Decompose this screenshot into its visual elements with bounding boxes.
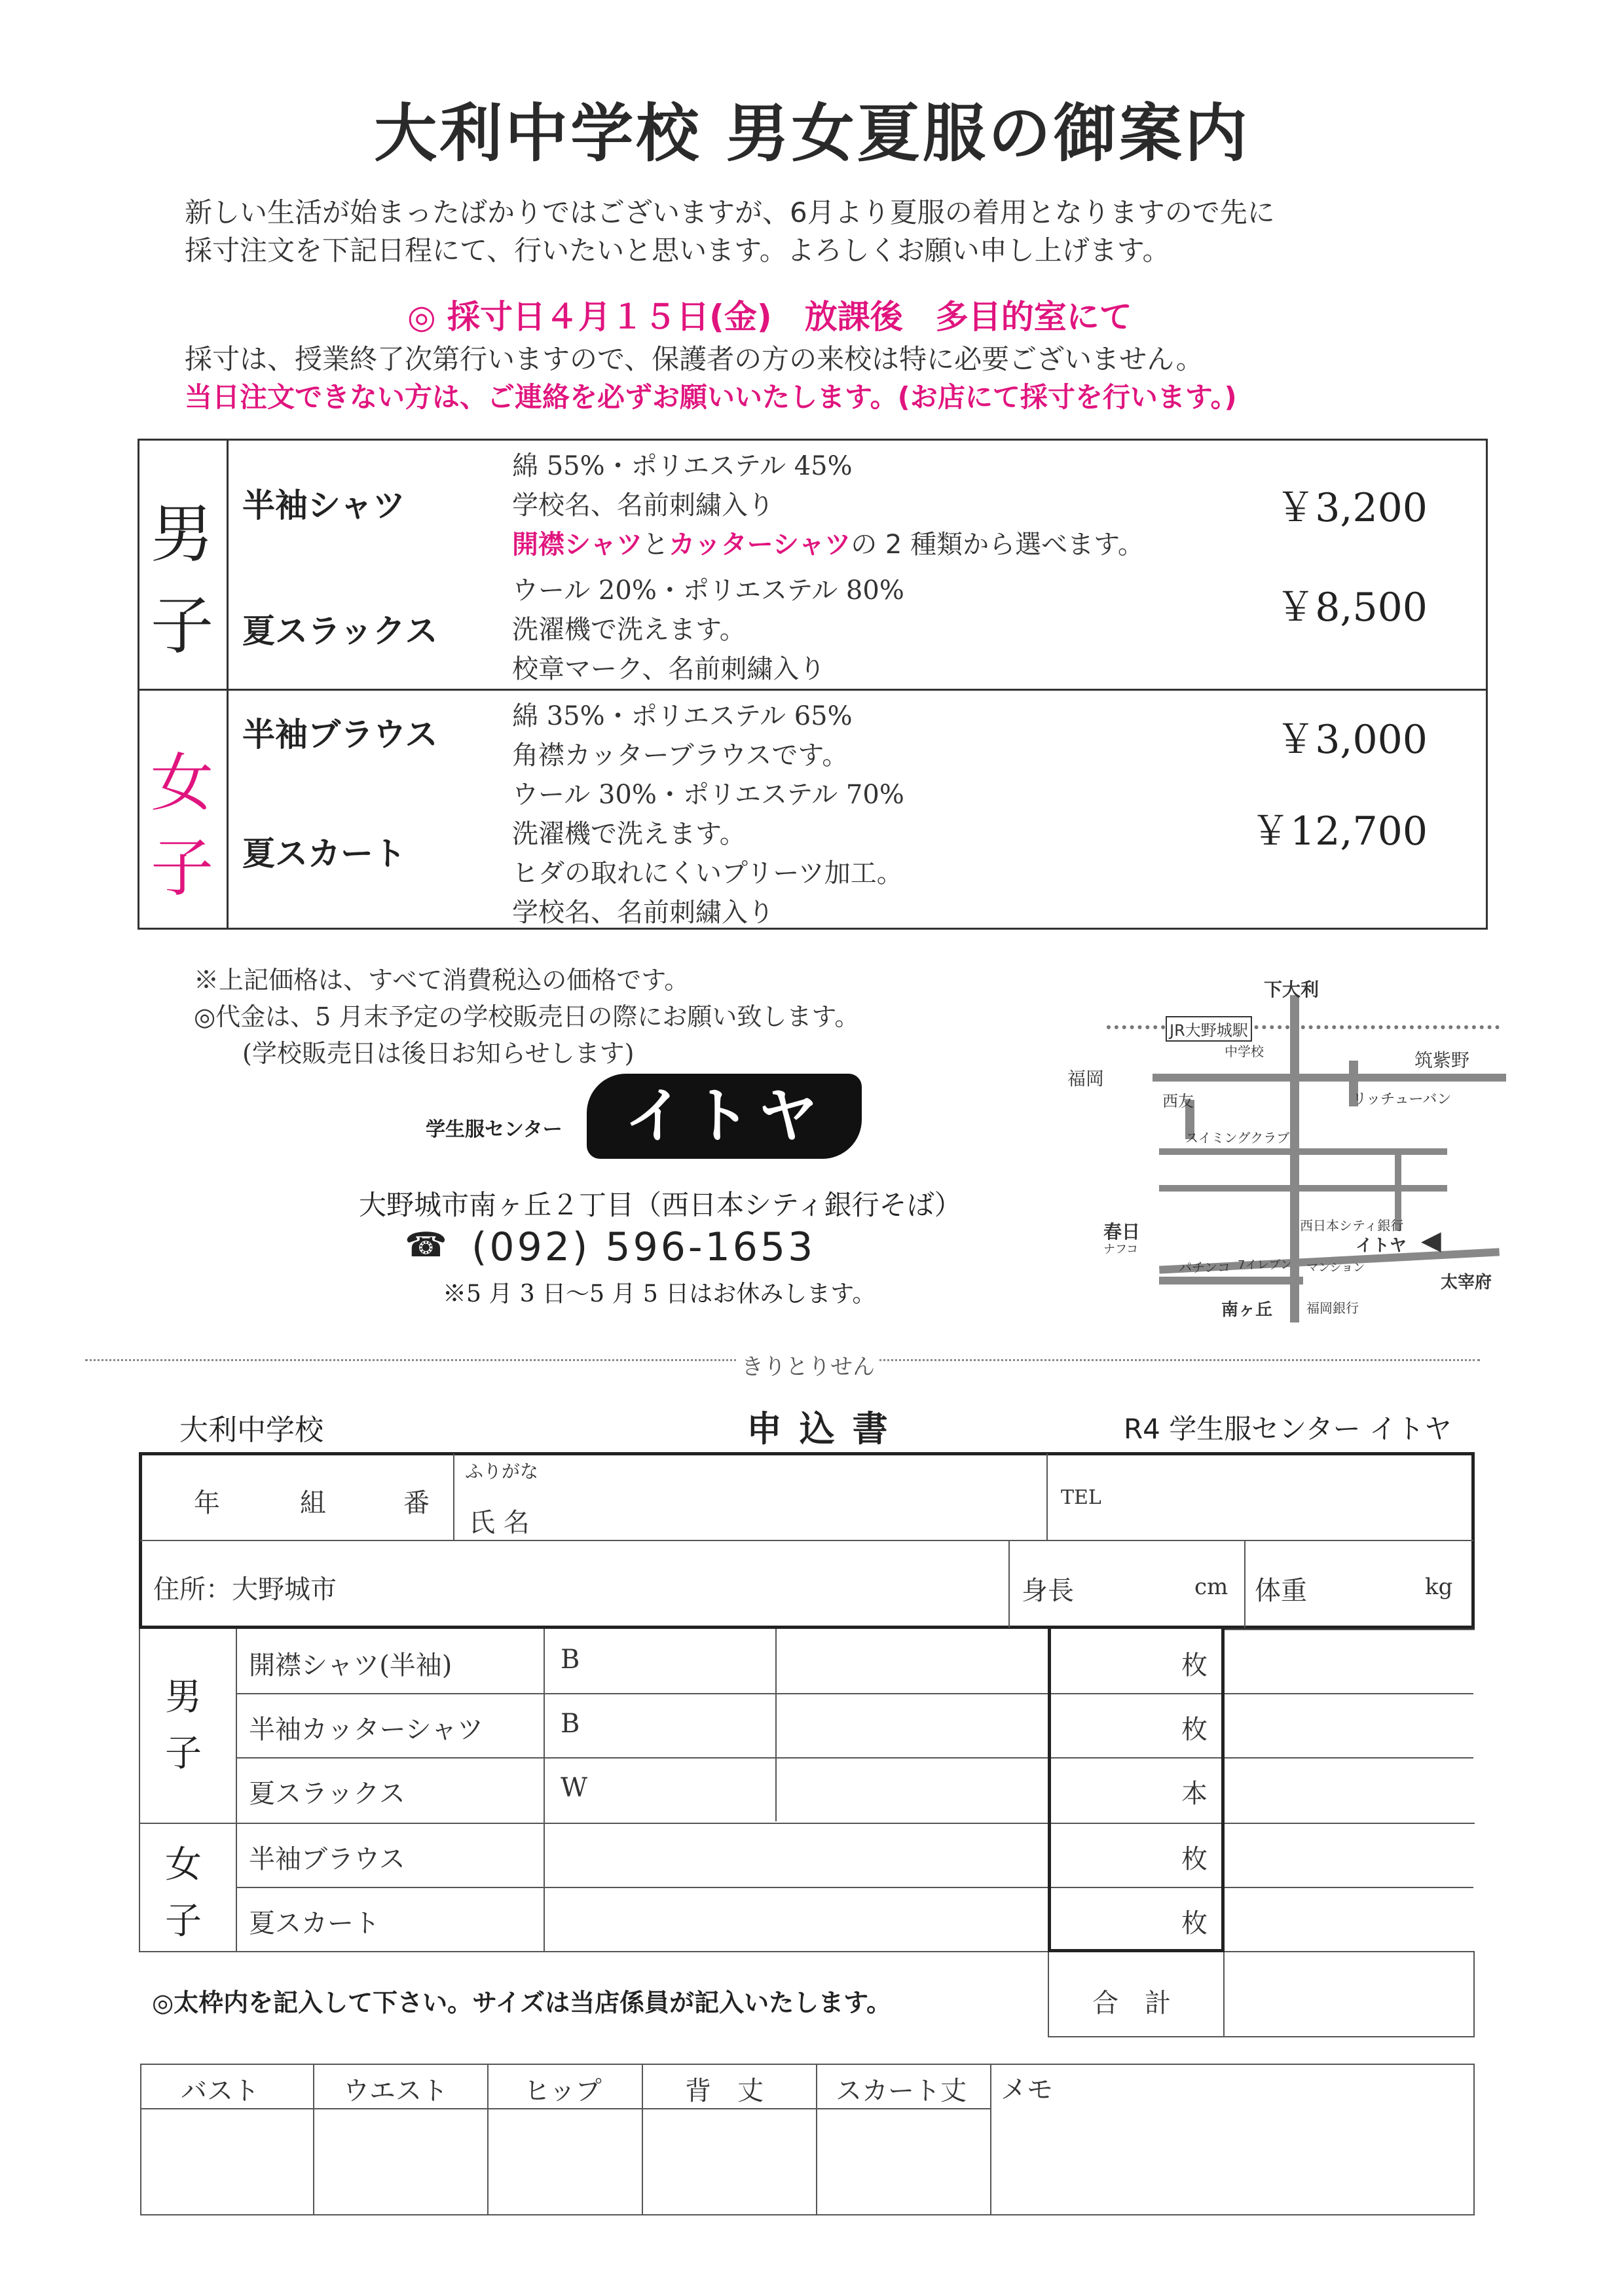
map-swimming: スイミングクラブ <box>1185 1130 1290 1146</box>
warning-line: 当日注文できない方は、ご連絡を必ずお願いいたします。(お店にて採寸を行います。) <box>185 381 1237 413</box>
payment-subnote: (学校販売日は後日お知らせします) <box>242 1039 635 1068</box>
map-ricchuban: リッチューバン <box>1352 1091 1452 1108</box>
form-row-2-unit: 枚 <box>1181 1715 1208 1745</box>
class-label-class: 組 <box>300 1488 326 1518</box>
slacks-price: ￥8,500 <box>1276 585 1428 630</box>
girls-label-2: 子 <box>151 831 213 905</box>
shirt-desc-3: 開襟シャツとカッターシャツの 2 種類から選べます。 <box>512 530 1144 560</box>
schedule-line: ◎ 採寸日４月１５日(金) 放課後 多目的室にて <box>407 298 1132 336</box>
schedule-note: 採寸は、授業終了次第行いますので、保護者の方の来校は特に必要ございません。 <box>185 343 1204 375</box>
form-boys-label-1: 男 <box>165 1676 202 1719</box>
slacks-desc-2: 洗濯機で洗えます。 <box>512 615 746 645</box>
map-arrow-icon: ◀ <box>1421 1226 1441 1256</box>
form-boys-label-2: 子 <box>165 1732 202 1775</box>
phone-icon: ☎ <box>405 1226 447 1265</box>
form-row-1-size: B <box>561 1645 580 1675</box>
skirt-name: 夏スカート <box>242 835 406 873</box>
intro-line-2: 採寸注文を下記日程にて、行いたいと思います。よろしくお願い申し上げます。 <box>185 234 1170 266</box>
measure-bust: バスト <box>181 2076 259 2106</box>
tax-note: ※上記価格は、すべて消費税込の価格です。 <box>194 966 690 994</box>
map-fukuoka-bank: 福岡銀行 <box>1306 1300 1359 1316</box>
furigana-label: ふりがな <box>465 1461 539 1482</box>
shirt-name: 半袖シャツ <box>242 486 405 524</box>
slacks-desc-1: ウール 20%・ポリエステル 80% <box>512 575 904 606</box>
form-footnote: ◎太枠内を記入して下さい。サイズは当店係員が記入いたします。 <box>152 1988 892 2017</box>
shop-logo-text: イトヤ <box>623 1081 824 1151</box>
skirt-price: ￥12,700 <box>1251 809 1428 854</box>
form-row-4-unit: 枚 <box>1181 1844 1208 1874</box>
measure-skirt-length: スカート丈 <box>836 2076 967 2106</box>
form-school: 大利中学校 <box>179 1413 323 1447</box>
slacks-name: 夏スラックス <box>242 612 438 650</box>
memo-label: メモ <box>1001 2075 1053 2105</box>
shop-address: 大野城市南ヶ丘２丁目（西日本シティ銀行そば） <box>359 1189 962 1221</box>
map-school: 中学校 <box>1225 1044 1264 1059</box>
shop-prefix: 学生服センター <box>426 1118 563 1141</box>
blouse-name: 半袖ブラウス <box>242 716 438 754</box>
height-unit: cm <box>1194 1574 1228 1600</box>
map-pachinko: パチンコ <box>1179 1260 1230 1275</box>
shirt-desc-1: 綿 55%・ポリエステル 45% <box>512 451 853 481</box>
blouse-price: ￥3,000 <box>1276 717 1428 763</box>
boys-label-1: 男 <box>151 498 213 571</box>
blouse-desc-1: 綿 35%・ポリエステル 65% <box>512 701 853 731</box>
weight-unit: kg <box>1425 1574 1453 1600</box>
map-minamigaoka: 南ヶ丘 <box>1221 1300 1273 1320</box>
form-girls-label-1: 女 <box>165 1844 202 1886</box>
form-row-5-unit: 枚 <box>1181 1908 1208 1939</box>
shop-phone: (092) 596-1653 <box>471 1224 816 1270</box>
intro-line-1: 新しい生活が始まったばかりではございますが、6月より夏服の着用となりますので先に <box>185 196 1275 228</box>
map-kasuga: 春日 <box>1103 1221 1141 1243</box>
map-chikushino: 筑紫野 <box>1414 1049 1470 1071</box>
map-nafuko: ナフコ <box>1103 1243 1139 1256</box>
payment-note: ◎代金は、5 月末予定の学校販売日の際にお願い致します。 <box>194 1002 860 1031</box>
skirt-desc-4: 学校名、名前刺繍入り <box>512 898 774 928</box>
boys-label-2: 子 <box>151 589 213 663</box>
page-title: 大利中学校 男女夏服の御案内 <box>374 97 1250 170</box>
tel-label: TEL <box>1061 1486 1101 1509</box>
height-label: 身長 <box>1022 1576 1074 1606</box>
blouse-desc-2: 角襟カッターブラウスです。 <box>512 740 849 771</box>
map-shimo-ori: 下大利 <box>1264 979 1320 1000</box>
map-itoya: イトヤ <box>1356 1236 1407 1256</box>
map-mansion: マンション <box>1306 1261 1365 1275</box>
shirt-price: ￥3,200 <box>1276 485 1428 531</box>
weight-label: 体重 <box>1255 1576 1307 1606</box>
map-fukuoka: 福岡 <box>1067 1068 1105 1089</box>
form-row-3-unit: 本 <box>1181 1779 1208 1809</box>
form-store: R4 学生服センター イトヤ <box>1124 1413 1452 1445</box>
form-row-3-item: 夏スラックス <box>249 1779 405 1809</box>
form-row-4-item: 半袖ブラウス <box>249 1844 405 1874</box>
class-label-year: 年 <box>194 1488 220 1518</box>
skirt-desc-3: ヒダの取れにくいプリーツ加工。 <box>512 858 903 888</box>
skirt-desc-2: 洗濯機で洗えます。 <box>512 819 746 849</box>
form-row-2-size: B <box>561 1709 580 1739</box>
form-row-5-item: 夏スカート <box>249 1908 380 1939</box>
form-row-3-size: W <box>561 1773 588 1803</box>
form-row-2-item: 半袖カッターシャツ <box>249 1715 483 1745</box>
map-nishinippon: 西日本シティ銀行 <box>1300 1218 1404 1233</box>
total-label: 合 計 <box>1092 1988 1171 2018</box>
shirt-desc-2: 学校名、名前刺繍入り <box>512 490 774 520</box>
slacks-desc-3: 校章マーク、名前刺繍入り <box>512 654 826 684</box>
form-row-1-unit: 枚 <box>1181 1650 1208 1681</box>
map-dazaifu: 太宰府 <box>1441 1273 1492 1292</box>
class-label-number: 番 <box>403 1488 430 1518</box>
shop-logo <box>587 1074 862 1159</box>
address-label: 住所：大野城市 <box>153 1575 337 1605</box>
measure-back-length: 背 丈 <box>685 2076 764 2106</box>
skirt-desc-1: ウール 30%・ポリエステル 70% <box>512 780 904 810</box>
measure-hip: ヒップ <box>524 2076 602 2106</box>
measure-table <box>140 2064 1475 2215</box>
map-jr-station: JR大野城駅 <box>1166 1016 1252 1042</box>
shop-map <box>1054 975 1506 1329</box>
measure-waist: ウエスト <box>343 2076 448 2106</box>
form-row-1-item: 開襟シャツ(半袖) <box>249 1650 452 1681</box>
form-title: 申 込 書 <box>747 1408 891 1449</box>
form-girls-label-2: 子 <box>165 1900 202 1942</box>
girls-label-1: 女 <box>151 746 213 820</box>
shop-holiday: ※5 月 3 日～5 月 5 日はお休みします。 <box>443 1281 876 1307</box>
name-label: 氏 名 <box>469 1508 530 1538</box>
map-nishitomo: 西友 <box>1162 1092 1194 1110</box>
cut-line-label: きりとりせん <box>737 1349 879 1381</box>
map-seven: 7イレブン <box>1238 1258 1292 1272</box>
